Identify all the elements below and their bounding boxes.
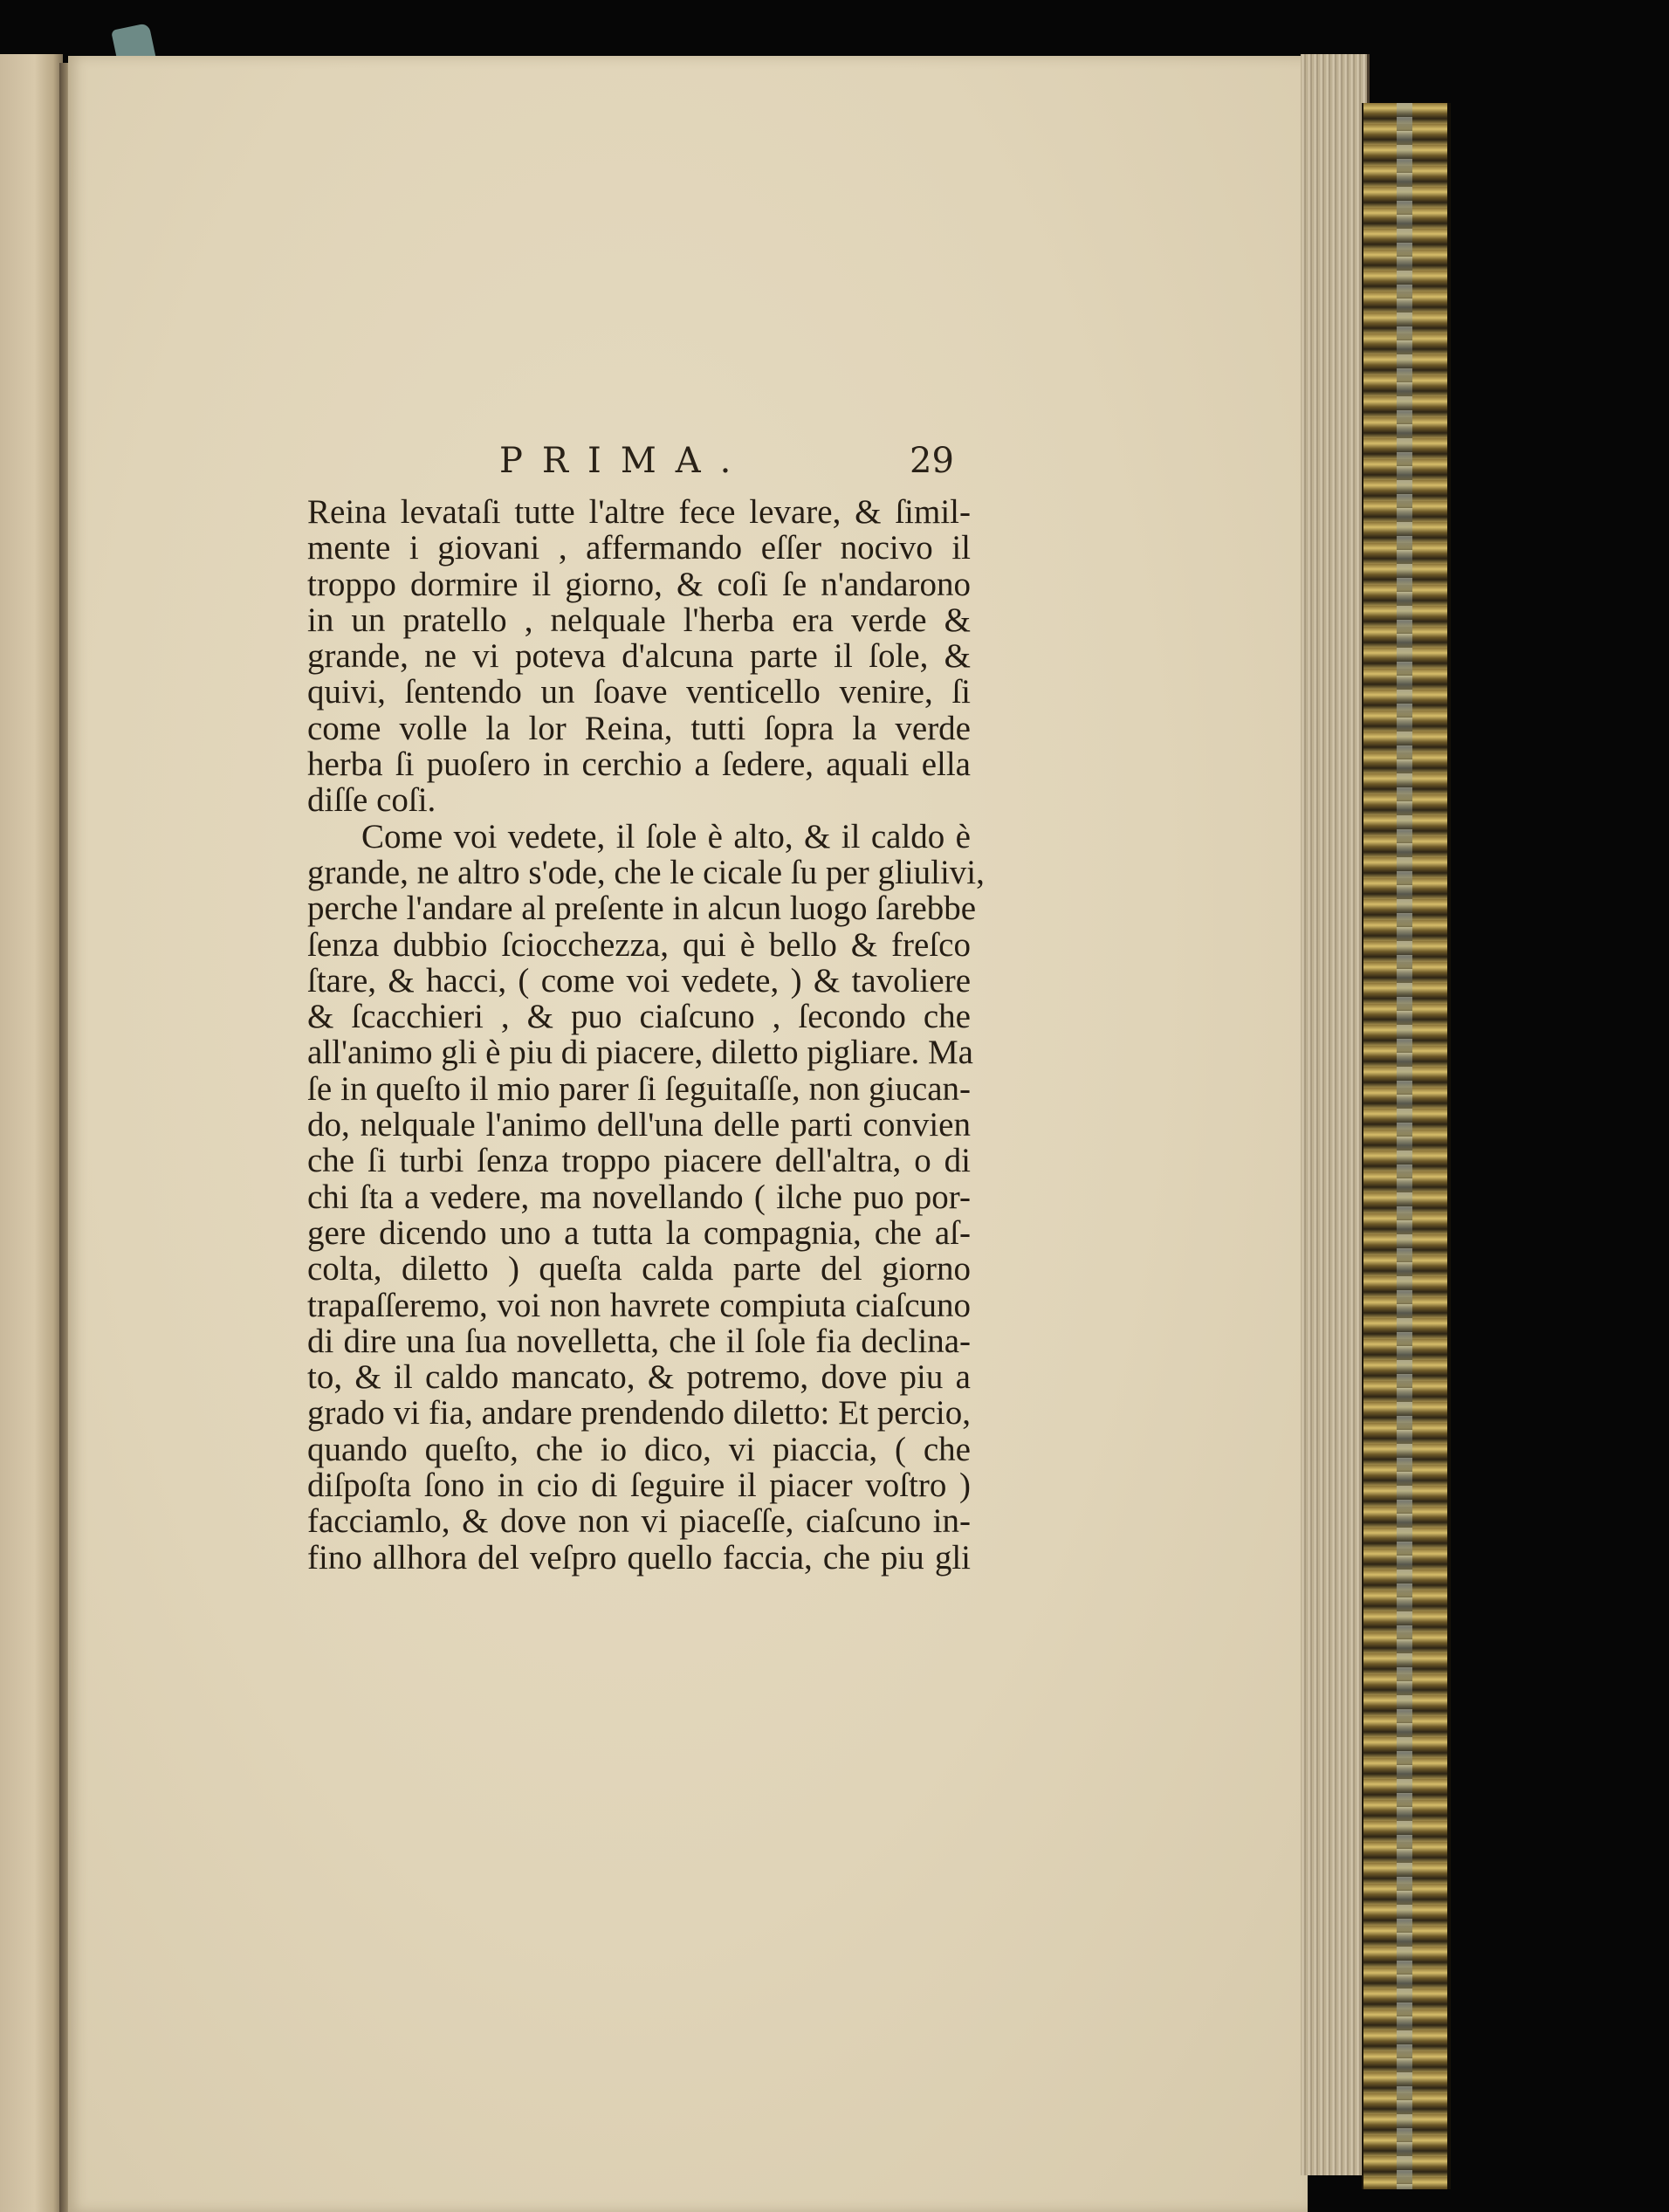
left-page-edge	[0, 54, 63, 2212]
text-line: grande, ne vi poteva d'alcuna parte il ſole, &	[307, 637, 971, 676]
page-fore-edge	[1301, 54, 1370, 2175]
text-line: mente i giovani , affermando eſſer nocivo il	[307, 529, 971, 567]
body-text	[307, 493, 985, 1577]
paragraph-start-line: Come voi vedete, il ſole è alto, & il caldo è	[361, 817, 971, 855]
text-line: quando queſto, che io dico, vi piaccia, ( che	[307, 1430, 971, 1468]
text-line: grado vi fia, andare prendendo diletto: Et percio,	[307, 1394, 971, 1432]
text-line: do, nelquale l'animo dell'una delle parti convien	[307, 1106, 971, 1144]
text-line: facciamlo, & dove non vi piaceſſe, ciaſcuno in-	[307, 1502, 971, 1541]
text-line: diſſe coſi.	[307, 781, 436, 820]
text-line: ſe in queſto il mio parer ſi ſeguitaſſe, non giucan-	[307, 1069, 971, 1108]
text-line: che ſi turbi ſenza troppo piacere dell'altra, o di	[307, 1142, 971, 1180]
text-line: grande, ne altro s'ode, che le cicale ſu per gliulivi,	[307, 853, 985, 891]
text-line: & ſcacchieri , & puo ciaſcuno , ſecondo che	[307, 998, 971, 1036]
text-line: diſpoſta ſono in cio di ſeguire il piacer voſtro )	[307, 1467, 971, 1505]
text-line: troppo dormire il giorno, & coſi ſe n'andarono	[307, 565, 971, 603]
text-line: di dire una ſua novelletta, che il ſole fia declina-	[307, 1322, 971, 1360]
text-line: to, & il caldo mancato, & potremo, dove piu a	[307, 1358, 971, 1397]
text-line: quivi, ſentendo un ſoave venticello venire, ſi	[307, 673, 971, 711]
text-line: herba ſi puoſero in cerchio a ſedere, aquali ella	[307, 745, 971, 784]
running-head	[307, 441, 971, 493]
text-line: colta, diletto ) queſta calda parte del giorno	[307, 1250, 971, 1288]
text-line: fino allhora del veſpro quello faccia, che piu gli	[307, 1538, 971, 1577]
text-line: all'animo gli è piu di piacere, diletto pigliare. Ma	[307, 1034, 973, 1072]
text-line: Reina levataſi tutte l'altre fece levare, & ſimil-	[307, 493, 971, 531]
text-line: come volle la lor Reina, tutti ſopra la verde	[307, 709, 971, 747]
binding-edge-detail	[1397, 103, 1412, 2189]
text-line: chi ſta a vedere, ma novellando ( ilche puo por-	[307, 1178, 971, 1216]
page-number: 29	[910, 441, 954, 481]
text-line: ſenza dubbio ſciocchezza, qui è bello & freſco	[307, 925, 971, 964]
text-line: in un pratello , nelquale l'herba era verde &	[307, 601, 971, 639]
text-line: ſtare, & hacci, ( come voi vedete, ) & tavoliere	[307, 961, 971, 1000]
text-line: gere dicendo uno a tutta la compagnia, che aſ-	[307, 1213, 971, 1252]
running-title: PRIMA.	[499, 441, 751, 481]
text-line: trapaſſeremo, voi non havrete compiuta ciaſcuno	[307, 1286, 971, 1324]
text-line: perche l'andare al preſente in alcun luogo ſarebbe	[307, 890, 977, 928]
